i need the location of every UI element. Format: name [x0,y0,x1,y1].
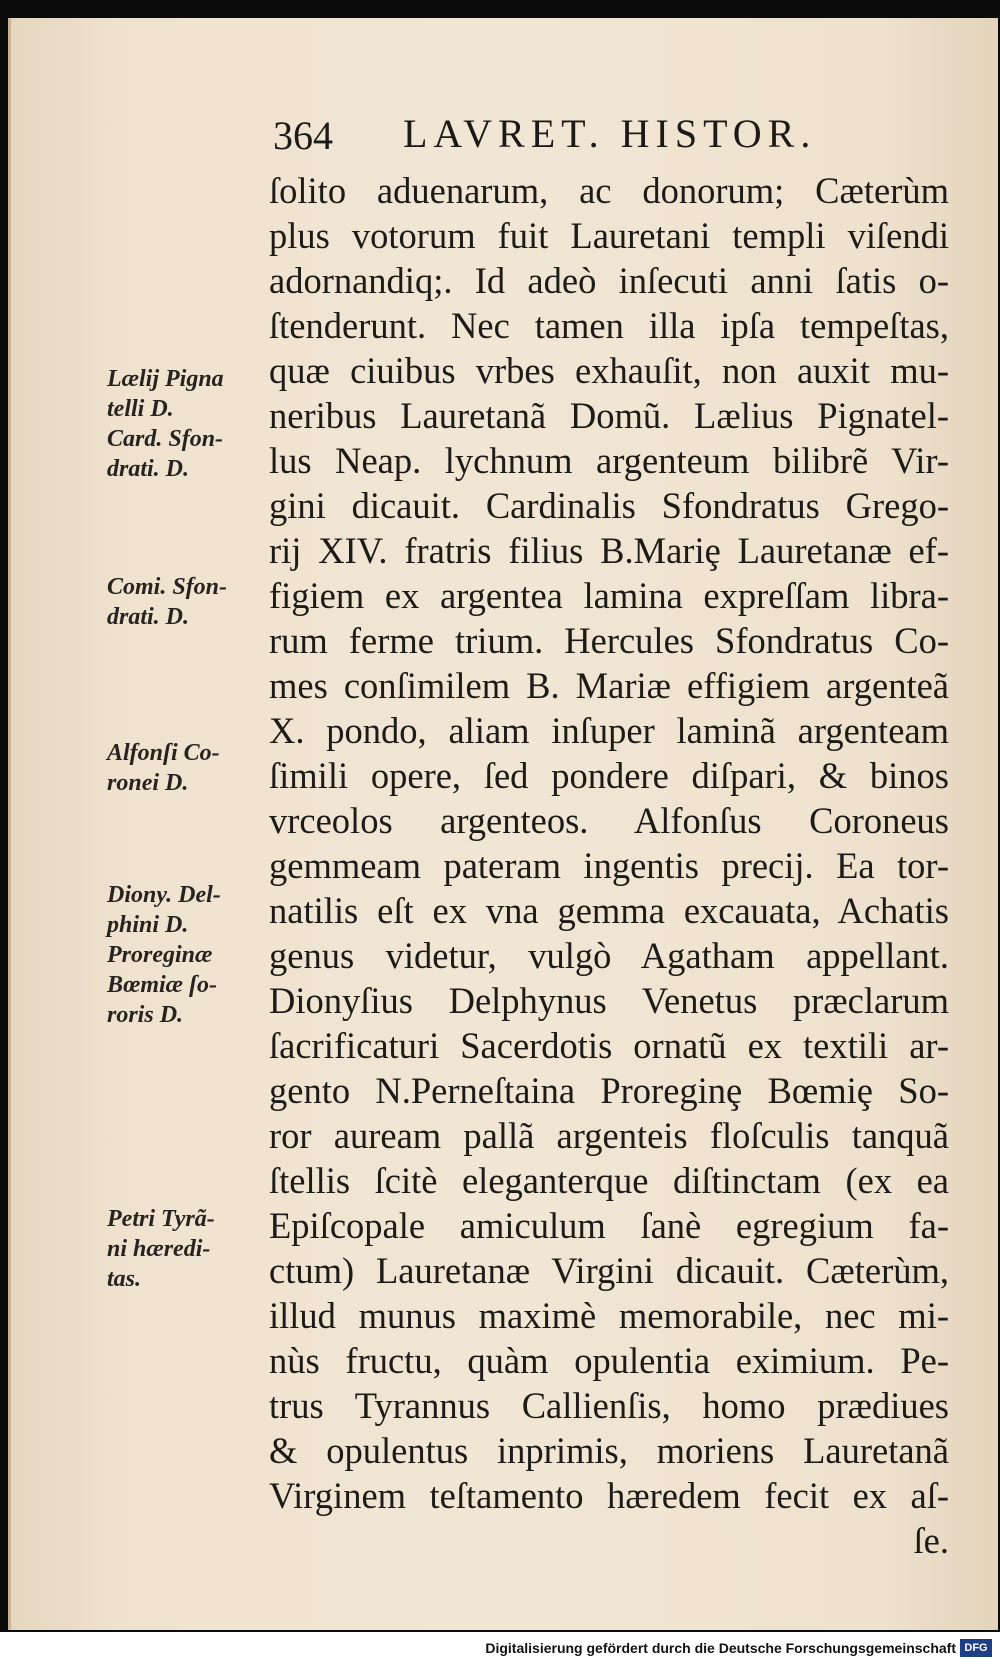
text-line: ſtellis ſcitè eleganterque diſtinctam (ex ea [269,1160,949,1201]
dfg-logo-icon: DFG [960,1639,992,1657]
text-line: gemmeam pateram ingentis precij. Ea tor- [269,845,949,886]
text-line: ſacrificaturi Sacerdotis ornatũ ex textili ar- [269,1025,949,1066]
margin-note-line: ni hæredi- [107,1236,211,1262]
margin-note-line: Petri Tyrã- [107,1206,215,1232]
footer-credit: Digitalisierung gefördert durch die Deutsche Forschungsgemeinschaft [485,1640,956,1656]
margin-note-line: drati. D. [107,456,190,482]
body-text [269,168,949,1563]
text-line: mes conſimilem B. Mariæ effigiem argenteã [269,665,949,706]
margin-note-sfondrati [107,572,267,632]
margin-note-line: Alfonſi Co- [107,740,220,766]
text-line: adornandiq;. Id adeò inſecuti anni ſatis o- [269,260,949,301]
margin-note-line: Comi. Sfon- [107,574,228,600]
text-line: Epiſcopale amiculum ſanè egregium fa- [269,1205,949,1246]
margin-note-pignatelli [107,364,267,484]
margin-note-line: tas. [107,1266,142,1292]
margin-note-delphini [107,880,267,1030]
margin-note-line: telli D. [107,396,174,422]
text-line: ſimili opere, ſed pondere diſpari, & binos [269,755,949,796]
text-line: & opulentus inprimis, moriens Lauretanã [269,1430,949,1471]
page-header [273,104,873,164]
footer-band [0,1632,1000,1666]
margin-note-tyranni [107,1204,267,1294]
margin-note-line: roris D. [107,1002,184,1028]
text-line: ctum) Lauretanæ Virgini dicauit. Cæterùm, [269,1250,949,1291]
text-line: vrceolos argenteos. Alfonſus Coroneus [269,800,949,841]
text-line: neribus Lauretanã Domũ. Lælius Pignatel- [269,395,949,436]
text-line: genus videtur, vulgò Agatham appellant. [269,935,949,976]
text-line: natilis eſt ex vna gemma excauata, Achatis [269,890,949,931]
text-line: ſolito aduenarum, ac donorum; Cæterùm [269,170,949,211]
text-line: gini dicauit. Cardinalis Sfondratus Grego- [269,485,949,526]
text-line: rij XIV. fratris filius B.Mariȩ Lauretanæ ef- [269,530,949,571]
margin-note-line: drati. D. [107,604,190,630]
text-line: rum ferme trium. Hercules Sfondratus Co- [269,620,949,661]
text-line: ſe. [913,1520,949,1561]
margin-note-line: Card. Sfon- [107,426,224,452]
page-number: 364 [273,113,333,158]
text-line: illud munus maximè memorabile, nec mi- [269,1295,949,1336]
margin-note-line: ronei D. [107,770,189,796]
margin-note-line: Lælij Pigna [107,366,224,392]
text-line: ror auream pallã argenteis floſculis tanquã [269,1115,949,1156]
text-line: lus Neap. lychnum argenteum bilibrẽ Vir- [269,440,949,481]
margin-note-line: Bœmiæ ſo- [107,972,217,998]
text-line: Dionyſius Delphynus Venetus præclarum [269,980,949,1021]
text-line: ſtenderunt. Nec tamen illa ipſa tempeſtas, [269,305,949,346]
text-line: gento N.Perneſtaina Proreginȩ Bœmiȩ So- [269,1070,949,1111]
text-line: Virginem teſtamento hæredem fecit ex aſ- [269,1475,949,1516]
text-line: figiem ex argentea lamina expreſſam libra- [269,575,949,616]
text-line: X. pondo, aliam inſuper laminã argenteam [269,710,949,751]
margin-note-line: phini D. [107,912,189,938]
text-line: trus Tyrannus Callienſis, homo prædiues [269,1385,949,1426]
book-page [8,18,998,1630]
text-line: plus votorum fuit Lauretani templi viſendi [269,215,949,256]
text-line: nùs fructu, quàm opulentia eximium. Pe- [269,1340,949,1381]
margin-note-line: Proreginæ [107,942,213,968]
text-line: quæ ciuibus vrbes exhauſit, non auxit mu- [269,350,949,391]
margin-note-coronei [107,738,267,798]
running-title: LAVRET. HISTOR. [403,111,817,156]
margin-note-line: Diony. Del- [107,882,221,908]
